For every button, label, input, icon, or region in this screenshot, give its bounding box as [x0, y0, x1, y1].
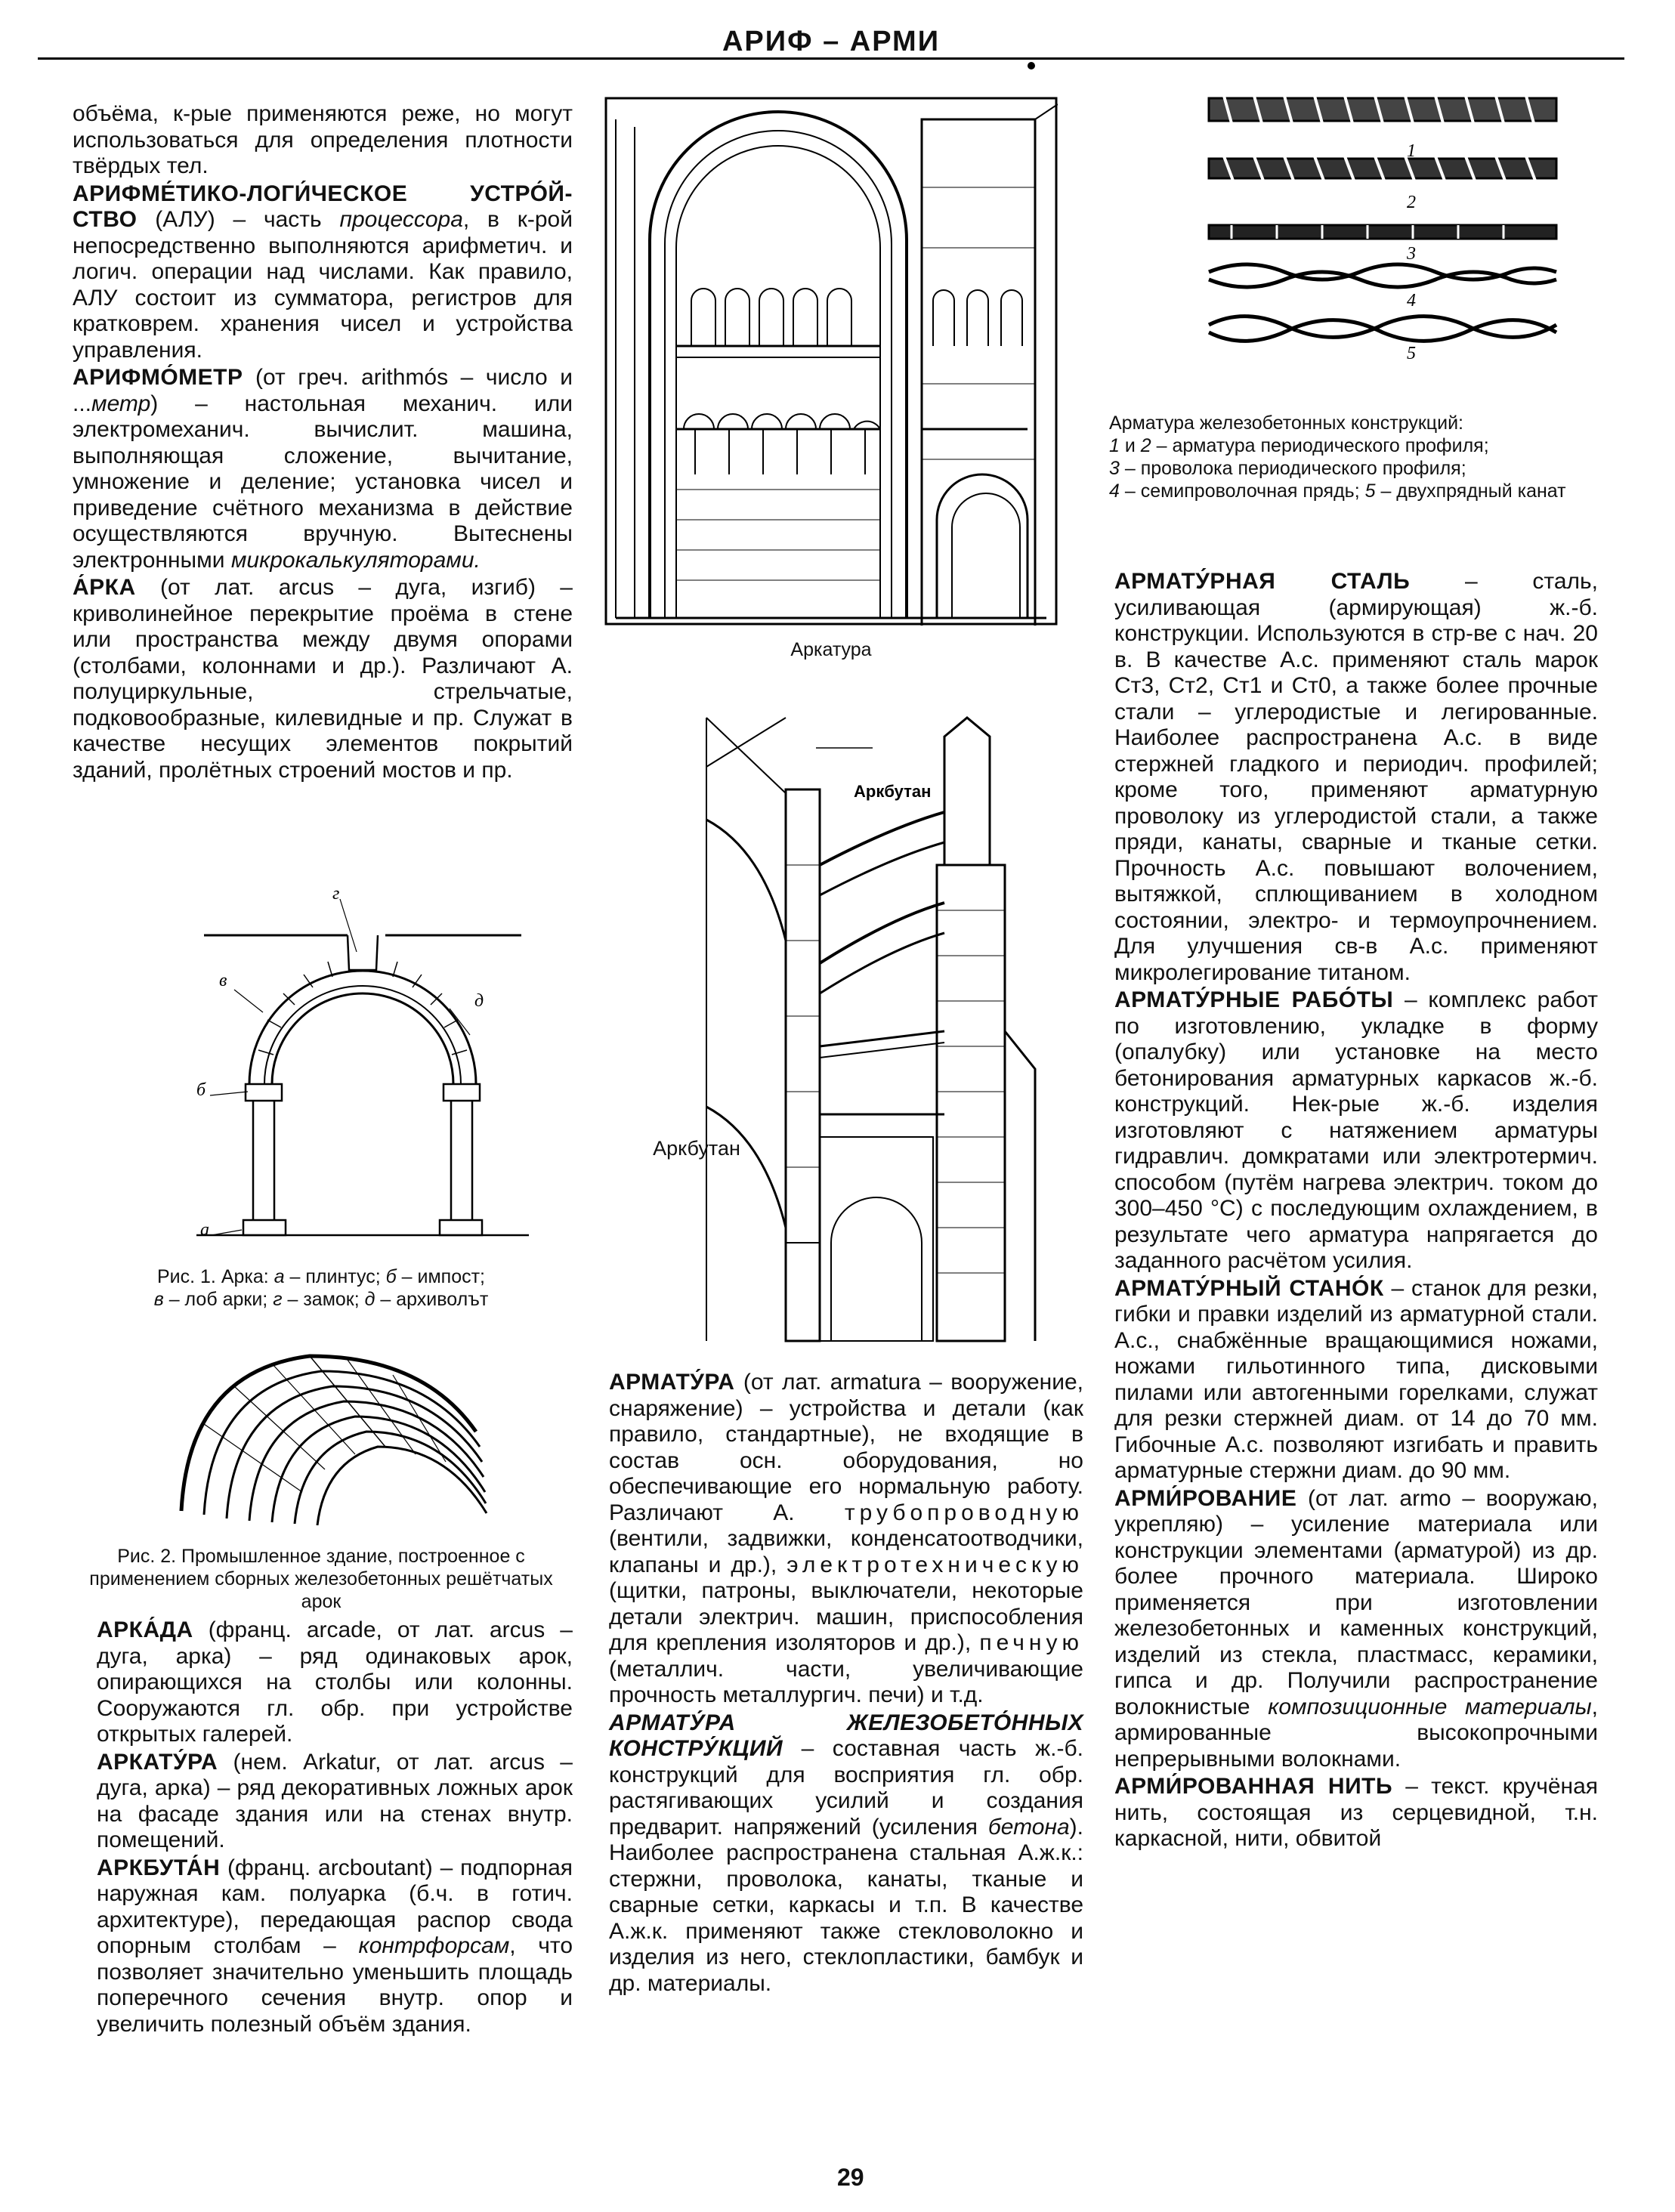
entry-alu: АРИФМЕ́ТИКО-ЛОГИ́ЧЕСКОЕ УСТРО́Й-СТВО (АЛУ) – часть процессора, в к-рой непосредственно выполняются арифметич. и логич. операции над числами. Как правило, АЛУ состоит из сумматора, регистров для кратковрем. хранения чисел и устройства управления.: [73, 181, 573, 363]
entry-armaturny-stanok: АРМАТУ́РНЫЙ СТАНО́К – станок для резки, гибки и правки изделий из арматурной стали. А.с., снабжённые вращающимися ножами, ножами гильотинного типа, дисковыми пилами или автогенными горелками, служат для резки стержней диам. от 14 до 70 мм. Гибочные А.с. позволяют изгибать и править арматурные стержни диам. до 90 мм.: [1114, 1275, 1598, 1483]
entry-armirovannaya-nit: АРМИ́РОВАННАЯ НИТЬ – текст. кручёная нить, состоящая из серцевидной, т.н. каркасной, нити, обвитой: [1114, 1774, 1598, 1851]
arch-figure: [189, 876, 536, 1254]
fig1-caption: Рис. 1. Арка: а – плинтус; б – импост; в – лоб арки; г – замок; д – архиволът: [153, 1266, 489, 1310]
entry-armatura-zhb: АРМАТУ́РА ЖЕЛЕЗОБЕТО́ННЫХ КОНСТРУ́КЦИЙ – составная часть ж.-б. конструкций для восприятия гл. обр. растягивающих усилий и создания предварит. напряжений (усиления бетона). Наиболее распространена стальная А.ж.к.: стержни, проволока, канаты, тканые и сварные сетки, каркасы и т.п. В качестве А.ж.к. применяют также стекловолокно и изделия из него, стеклопластики, бамбук и др. материалы.: [609, 1710, 1083, 1996]
entry-armaturnaya-stal: АРМАТУ́РНАЯ СТАЛЬ – сталь, усиливающая (армирующая) ж.-б. конструкции. Используются в стр-ве с нач. 20 в. В качестве А.с. применяют сталь марок Ст3, Ст2, Ст1 и Ст0, а также более прочные стали – углеродистые и легированные. Наиболее распространена А.с. в виде стержней гладкого и периодич. профилей; кроме того, применяют арматурную проволоку из углеродистой стали, а также пряди, канаты, сварные и тканые сетки. Прочность А.с. повышают волочением, вытяжкой, сплющиванием в холодном состоянии, электро- и термоупрочнением. Для улучшения св-в А.с. применяют микролегирование титаном.: [1114, 569, 1598, 985]
header-dot: [1028, 62, 1035, 70]
entry-arkbutan: АРКБУТА́Н (франц. arcboutant) – подпорная наружная кам. полуарка (б.ч. в готич. архитектуре), передающая распор свода опорным столбам – контрфорсам, что позволяет значительно уменьшить площадь поперечного сечения внутр. опор и увеличить полезный объём здания.: [97, 1855, 573, 2037]
entry-armatura: АРМАТУ́РА (от лат. armatura – вооружение, снаряжение) – устройства и детали (как правило, стандартные), не входящие в состав осн. оборудования, но обеспечивающие его нормальную работу. Различают А. трубопроводную (вентили, задвижки, конденсатоотводчики, клапаны и др.), электротехническую (щитки, патроны, выключатели, некоторые детали электрич. машин, приспособления для крепления изоляторов и др.), печную (металлич. части, увеличивающие прочность металлургич. печи) и т.д.: [609, 1370, 1083, 1707]
rebar-caption: Арматура железобетонных конструкций: 1 и 2 – арматура периодического профиля; 3 – проволока периодического профиля; 4 – семипроволочная прядь; 5 – двухпрядный канат: [1109, 412, 1566, 502]
running-head: АРИФ – АРМИ: [722, 26, 941, 57]
arch-label-d: д: [474, 991, 484, 1011]
entry-armaturnye-raboty: АРМАТУ́РНЫЕ РАБО́ТЫ – комплекс работ по изготовлению, укладке в форму (опалубку) или установке на место бетонирования арматурных каркасов ж.-б. конструкций. Нек-рые ж.-б. изделия изготовляют с натяжением арматуры гидравлич. домкратами или электротермич. способом (путём нагрева электрич. током до 300–450 °C) с последующим охлаждением, в результате чего арматура напрягается до заданного расчётом усилия.: [1114, 987, 1598, 1273]
entry-armirovanie: АРМИ́РОВАНИЕ (от лат. armo – вооружаю, укрепляю) – усиление материала или конструкции элементами (арматурой) из др. более прочного материала. Широко применяется при изготовлении железобетонных и каменных конструкций, изделий из стекла, пластмасс, керамики, гипса и др. Получили распространение волокнистые композиционные материалы, армированные высокопрочными непрерывными волокнами.: [1114, 1485, 1598, 1772]
rebar-label-2: 2: [1407, 193, 1416, 212]
arkbutan-caption: Аркбутан: [653, 1137, 740, 1160]
arch-label-v: в: [219, 971, 227, 990]
arkbutan-callout: Аркбутан: [854, 782, 932, 801]
arch-label-g: г: [332, 884, 340, 904]
rebar-figure: [1201, 87, 1571, 397]
entry-arka: А́РКА (от лат. arcus – дуга, изгиб) – криволинейное перекрытие проёма в стене или пространства между двумя опорами (столбами, колоннами и др.). Различают А. полуциркульные, стрельчатые, подковообразные, килевидные и пр. Служат в качестве несущих элементов покрытий зданий, пролётных строений мостов и пр.: [73, 575, 573, 783]
rebar-label-3: 3: [1407, 244, 1416, 264]
page-header: [38, 26, 1624, 60]
arkatura-figure: [604, 97, 1058, 626]
column-1-bottom: [97, 1617, 573, 2039]
rebar-label-4: 4: [1407, 291, 1416, 310]
column-2: [609, 1370, 1083, 1998]
arch-label-a: а: [200, 1220, 209, 1240]
page-number: 29: [837, 2164, 864, 2191]
entry-arkatura: АРКАТУ́РА (нем. Arkatur, от лат. arcus – дуга, арка) – ряд декоративных ложных арок на фасаде здания или на стенах внутр. помещений.: [97, 1749, 573, 1852]
rebar-label-5: 5: [1407, 344, 1416, 363]
column-3: [1114, 569, 1598, 1854]
arkatura-caption: Аркатура: [790, 639, 872, 660]
arch-label-b: б: [196, 1080, 206, 1100]
industrial-building-figure: [159, 1341, 499, 1530]
column-1: [73, 101, 573, 785]
entry-arkada: АРКА́ДА (франц. arcade, от лат. arcus – дуга, арка) – ряд одинаковых арок, опирающихся на столбы или колонны. Сооружаются гл. обр. при устройстве открытых галерей.: [97, 1617, 573, 1747]
entry-continuation: объёма, к-рые применяются реже, но могут использоваться для определения плотности твёрдых тел.: [73, 101, 573, 178]
arkbutan-figure: [703, 714, 1043, 1345]
fig2-caption: Рис. 2. Промышленное здание, построенное с применением сборных железобетонных решётчатых арок: [89, 1546, 553, 1612]
rebar-label-1: 1: [1407, 141, 1416, 161]
entry-arifmometr: АРИФМО́МЕТР (от греч. arithmós – число и ...метр) – настольная механич. или электромеханич. вычислит. машина, выполняющая сложение, вычитание, умножение и деление; установка чисел и приведение счётного механизма в действие осуществляются вручную. Вытеснены электронными микрокалькуляторами.: [73, 365, 573, 573]
